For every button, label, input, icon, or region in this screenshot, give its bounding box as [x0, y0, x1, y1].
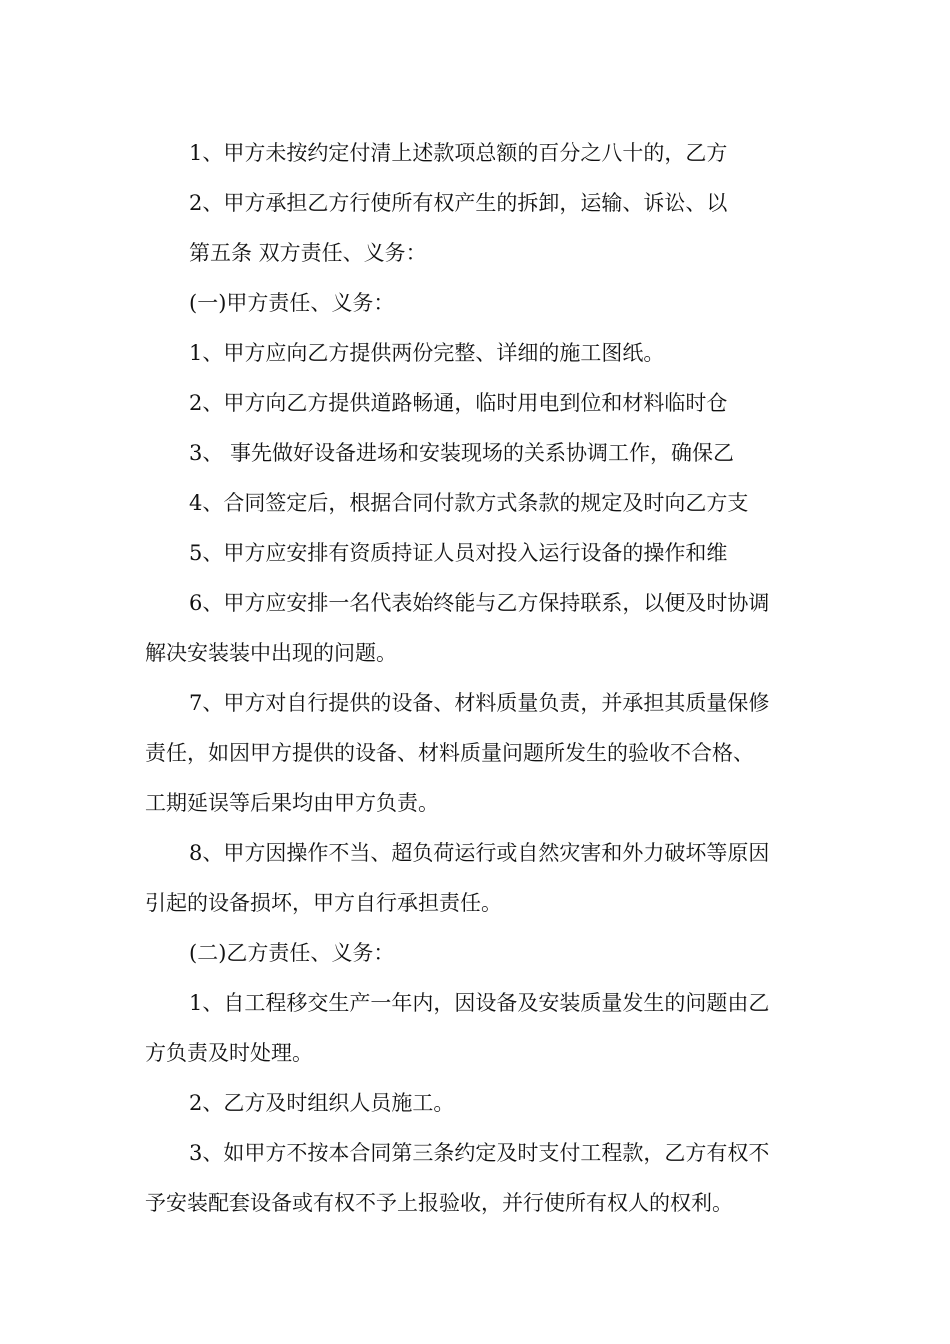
- section-heading-article-5: 第五条 双方责任、义务：: [189, 241, 427, 265]
- text-line-22: 予安装配套设备或有权不予上报验收，并行使所有权人的权利。: [145, 1191, 733, 1215]
- text-line-8: 4、合同签定后，根据合同付款方式条款的规定及时向乙方支: [189, 491, 749, 515]
- text-line-2: 2、甲方承担乙方行使所有权产生的拆卸，运输、诉讼、以: [189, 191, 728, 215]
- text-line-11: 解决安装装中出现的问题。: [145, 641, 397, 665]
- text-line-12: 7、甲方对自行提供的设备、材料质量负责，并承担其质量保修: [189, 691, 770, 715]
- text-line-9: 5、甲方应安排有资质持证人员对投入运行设备的操作和维: [189, 541, 728, 565]
- text-line-14: 工期延误等后果均由甲方负责。: [145, 791, 439, 815]
- text-line-10: 6、甲方应安排一名代表始终能与乙方保持联系，以便及时协调: [189, 591, 770, 615]
- text-line-20: 2、乙方及时组织人员施工。: [189, 1091, 455, 1115]
- text-line-18: 1、自工程移交生产一年内，因设备及安装质量发生的问题由乙: [189, 991, 770, 1015]
- text-line-6: 2、甲方向乙方提供道路畅通，临时用电到位和材料临时仓: [189, 391, 728, 415]
- text-line-21: 3、如甲方不按本合同第三条约定及时支付工程款，乙方有权不: [189, 1141, 770, 1165]
- text-line-7: 3、 事先做好设备进场和安装现场的关系协调工作，确保乙: [189, 441, 735, 465]
- text-line-1: 1、甲方未按约定付清上述款项总额的百分之八十的，乙方: [189, 141, 728, 165]
- text-line-16: 引起的设备损坏，甲方自行承担责任。: [145, 891, 502, 915]
- text-line-19: 方负责及时处理。: [145, 1041, 313, 1065]
- text-line-13: 责任，如因甲方提供的设备、材料质量问题所发生的验收不合格、: [145, 741, 754, 765]
- subsection-heading-party-b: (二)乙方责任、义务：: [189, 941, 395, 965]
- text-line-15: 8、甲方因操作不当、超负荷运行或自然灾害和外力破坏等原因: [189, 841, 770, 865]
- subsection-heading-party-a: (一)甲方责任、义务：: [189, 291, 395, 315]
- text-line-5: 1、甲方应向乙方提供两份完整、详细的施工图纸。: [189, 341, 665, 365]
- document-body: [145, 128, 810, 1228]
